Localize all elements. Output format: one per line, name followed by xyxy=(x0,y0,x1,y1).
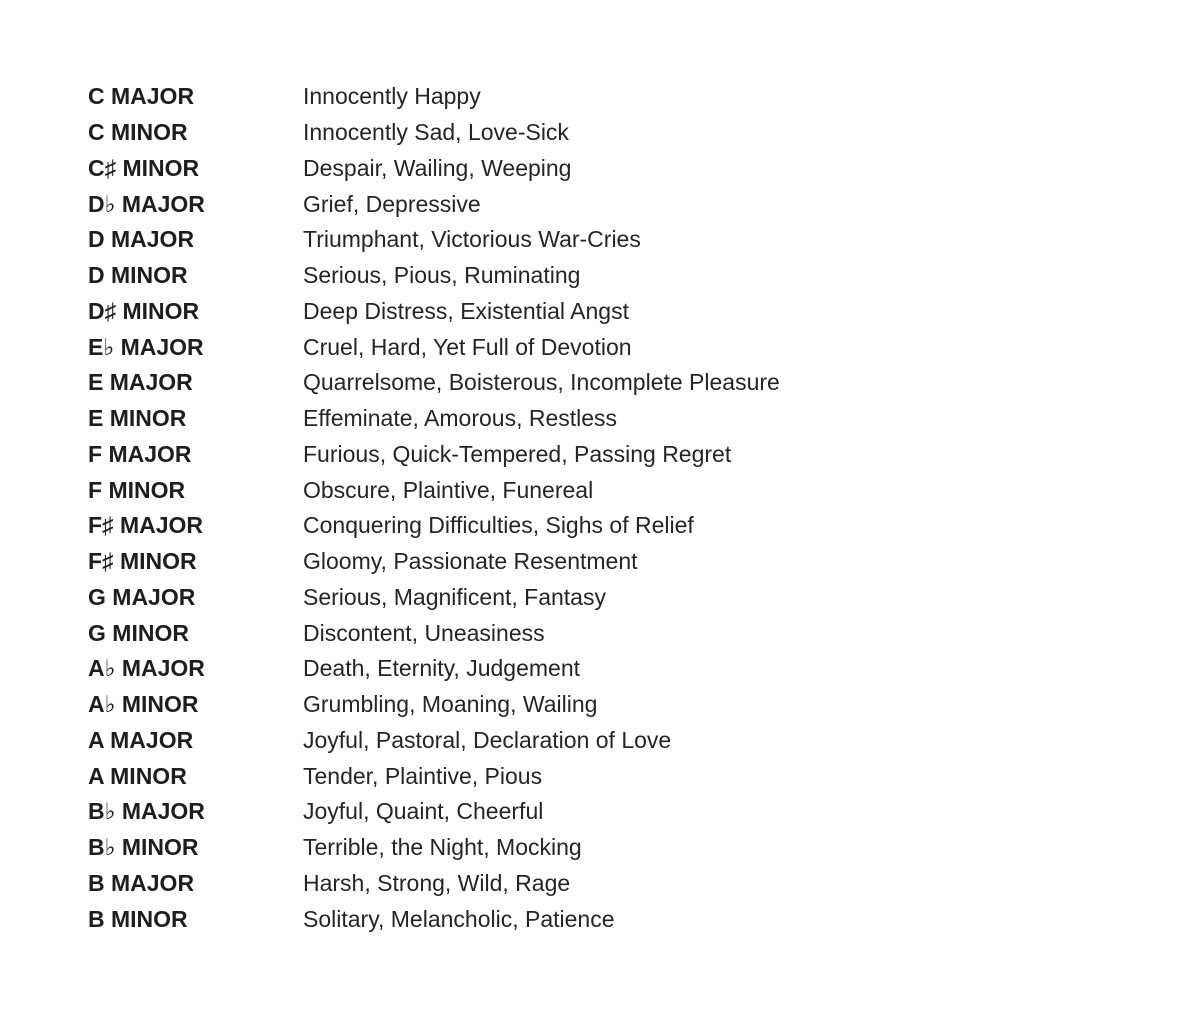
key-name: A MINOR xyxy=(88,762,187,789)
list-item xyxy=(88,866,1088,902)
key-description: Effeminate, Amorous, Restless xyxy=(303,405,618,432)
key-description: Grumbling, Moaning, Wailing xyxy=(303,691,598,718)
key-description: Deep Distress, Existential Angst xyxy=(303,297,629,324)
key-description: Grief, Depressive xyxy=(303,190,481,217)
key-description: Tender, Plaintive, Pious xyxy=(303,762,543,789)
key-description: Death, Eternity, Judgement xyxy=(303,655,580,682)
key-description: Solitary, Melancholic, Patience xyxy=(303,905,615,932)
key-name: C MINOR xyxy=(88,119,188,146)
key-description: Joyful, Pastoral, Declaration of Love xyxy=(303,726,672,753)
key-name: A MAJOR xyxy=(88,726,194,753)
key-characteristics-list xyxy=(88,79,1088,937)
key-name: C♯ MINOR xyxy=(88,154,200,181)
list-item xyxy=(88,79,1088,115)
list-item xyxy=(88,472,1088,508)
key-description: Cruel, Hard, Yet Full of Devotion xyxy=(303,333,632,360)
list-item xyxy=(88,508,1088,544)
list-item xyxy=(88,615,1088,651)
key-description: Discontent, Uneasiness xyxy=(303,619,545,646)
key-description: Obscure, Plaintive, Funereal xyxy=(303,476,594,503)
key-name: B MINOR xyxy=(88,905,188,932)
key-name: B♭ MAJOR xyxy=(88,798,205,825)
key-description: Triumphant, Victorious War-Cries xyxy=(303,226,641,253)
key-name: F♯ MAJOR xyxy=(88,512,203,539)
list-item xyxy=(88,222,1088,258)
list-item xyxy=(88,651,1088,687)
key-name: D MINOR xyxy=(88,262,188,289)
key-description: Despair, Wailing, Weeping xyxy=(303,154,572,181)
key-description: Serious, Pious, Ruminating xyxy=(303,262,581,289)
key-name: E MINOR xyxy=(88,405,187,432)
key-name: D MAJOR xyxy=(88,226,195,253)
list-item xyxy=(88,544,1088,580)
key-description: Furious, Quick-Tempered, Passing Regret xyxy=(303,440,732,467)
key-name: G MAJOR xyxy=(88,583,196,610)
key-description: Quarrelsome, Boisterous, Incomplete Pleasure xyxy=(303,369,780,396)
key-name: F♯ MINOR xyxy=(88,548,197,575)
list-item xyxy=(88,723,1088,759)
key-description: Innocently Happy xyxy=(303,83,481,110)
key-description: Serious, Magnificent, Fantasy xyxy=(303,583,606,610)
key-name: C MAJOR xyxy=(88,83,195,110)
key-name: B MAJOR xyxy=(88,869,195,896)
list-item xyxy=(88,258,1088,294)
key-name: F MAJOR xyxy=(88,440,192,467)
key-description: Joyful, Quaint, Cheerful xyxy=(303,798,544,825)
list-item xyxy=(88,329,1088,365)
list-item xyxy=(88,401,1088,437)
list-item xyxy=(88,687,1088,723)
key-description: Conquering Difficulties, Sighs of Relief xyxy=(303,512,694,539)
key-name: A♭ MINOR xyxy=(88,691,199,718)
key-description: Gloomy, Passionate Resentment xyxy=(303,548,638,575)
key-description: Harsh, Strong, Wild, Rage xyxy=(303,869,571,896)
list-item xyxy=(88,151,1088,187)
list-item xyxy=(88,186,1088,222)
list-item xyxy=(88,365,1088,401)
key-name: D♯ MINOR xyxy=(88,297,200,324)
list-item xyxy=(88,580,1088,616)
key-name: F MINOR xyxy=(88,476,186,503)
list-item xyxy=(88,901,1088,937)
key-name: E♭ MAJOR xyxy=(88,333,204,360)
key-name: A♭ MAJOR xyxy=(88,655,205,682)
key-description: Innocently Sad, Love-Sick xyxy=(303,119,569,146)
key-name: B♭ MINOR xyxy=(88,834,199,861)
list-item xyxy=(88,294,1088,330)
list-item xyxy=(88,794,1088,830)
key-description: Terrible, the Night, Mocking xyxy=(303,834,582,861)
key-name: E MAJOR xyxy=(88,369,193,396)
list-item xyxy=(88,437,1088,473)
list-item xyxy=(88,115,1088,151)
key-name: D♭ MAJOR xyxy=(88,190,205,217)
list-item xyxy=(88,830,1088,866)
key-name: G MINOR xyxy=(88,619,189,646)
list-item xyxy=(88,758,1088,794)
